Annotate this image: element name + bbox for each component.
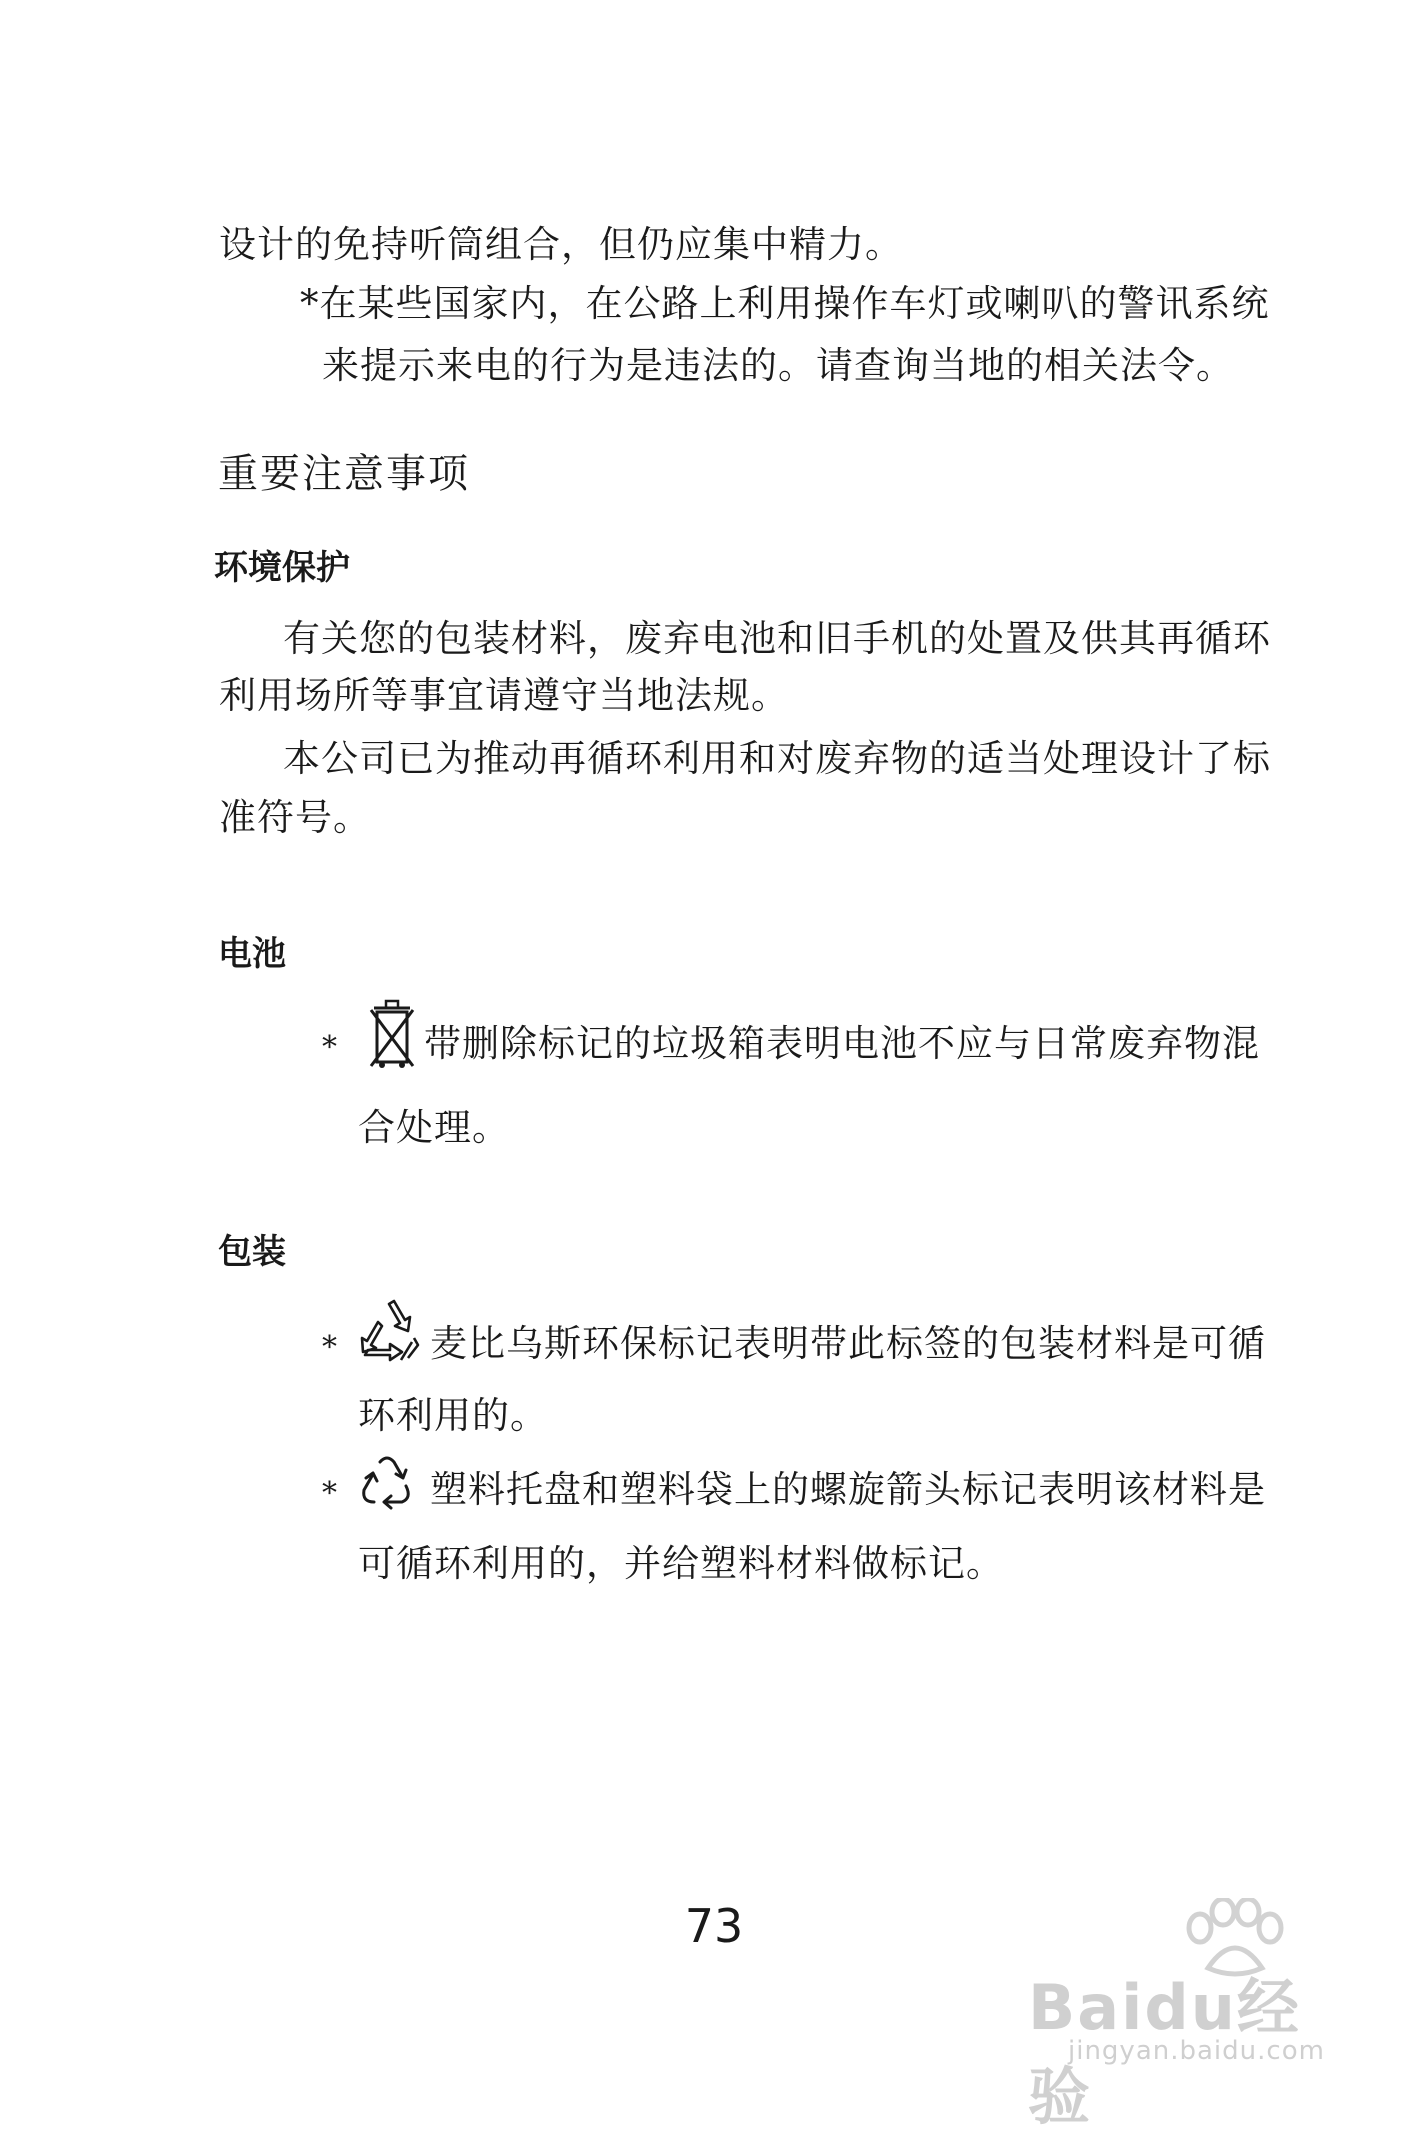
note-line-2: 来提示来电的行为是违法的。请查询当地的相关法令。 — [322, 344, 1234, 387]
environment-paragraph-1-line-1: 有关您的包装材料，废弃电池和旧手机的处置及供其再循环 — [283, 617, 1271, 660]
watermark-site: jingyan.baidu.com — [1068, 2036, 1325, 2066]
battery-bullet: * — [322, 1030, 337, 1065]
packaging-item-1-bullet: * — [322, 1330, 337, 1365]
packaging-item-2-line-1: 塑料托盘和塑料袋上的螺旋箭头标记表明该材料是 — [430, 1468, 1266, 1511]
environment-heading: 环境保护 — [214, 548, 350, 588]
packaging-item-1-line-2: 环利用的。 — [358, 1394, 548, 1437]
packaging-heading: 包装 — [218, 1232, 286, 1272]
environment-paragraph-2-line-2: 准符号。 — [219, 796, 371, 839]
packaging-item-2-line-2: 可循环利用的，并给塑料材料做标记。 — [358, 1542, 1004, 1585]
baidu-watermark — [1028, 1898, 1358, 2133]
packaging-item-1-line-1: 麦比乌斯环保标记表明带此标签的包装材料是可循 — [430, 1322, 1266, 1365]
page-number: 73 — [684, 1899, 744, 1953]
watermark-brand: Baidu经验 — [1028, 1971, 1301, 2133]
environment-paragraph-2-line-1: 本公司已为推动再循环利用和对废弃物的适当处理设计了标 — [283, 737, 1271, 780]
note-line-1: *在某些国家内，在公路上利用操作车灯或喇叭的警讯系统 — [300, 282, 1270, 325]
plastic-recycle-arrows-icon — [356, 1452, 418, 1514]
environment-paragraph-1-line-2: 利用场所等事宜请遵守当地法规。 — [219, 674, 789, 717]
intro-line: 设计的免持听筒组合，但仍应集中精力。 — [219, 223, 903, 266]
crossed-out-bin-icon — [368, 998, 416, 1074]
battery-text-line-1: 带删除标记的垃圾箱表明电池不应与日常废弃物混 — [424, 1022, 1260, 1065]
battery-heading: 电池 — [218, 934, 286, 974]
packaging-item-2-bullet: * — [322, 1476, 337, 1511]
battery-text-line-2: 合处理。 — [358, 1106, 510, 1149]
mobius-loop-icon — [356, 1298, 422, 1368]
section-title: 重要注意事项 — [218, 451, 470, 497]
